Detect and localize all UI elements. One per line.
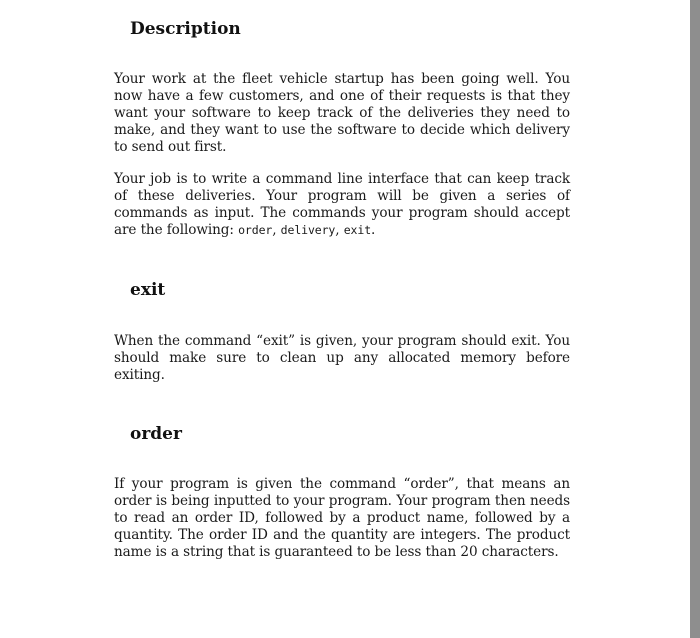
command-exit-code: exit xyxy=(343,223,372,237)
separator-text: , xyxy=(272,222,281,238)
paragraph-tail: . xyxy=(371,222,376,238)
section-heading-order: order xyxy=(130,424,182,444)
paragraph-text: Your job is to write a command line interface that can keep track of these deliveries. Your program will be given a series of commands as input. The commands your program should accept are the following: xyxy=(114,171,570,238)
order-paragraph: If your program is given the command “order”, that means an order is being inputted to your program. Your program then needs to read an order ID, followed by a product name, followed by a quantity. The order ID and the quantity are integers. The product name is a string that is guaranteed to be less than 20 characters. xyxy=(114,476,570,560)
section-heading-exit: exit xyxy=(130,280,166,300)
command-order-code: order xyxy=(238,223,273,237)
separator-text: , xyxy=(335,222,344,238)
exit-paragraph: When the command “exit” is given, your program should exit. You should make sure to clean up any allocated memory before exiting. xyxy=(114,333,570,383)
scrollbar[interactable] xyxy=(690,0,700,638)
description-paragraph-1: Your work at the fleet vehicle startup has been going well. You now have a few customers, and one of their requests is that they want your software to keep track of the deliveries they need to make, and they want to use the software to decide which delivery to send out first. xyxy=(114,71,570,155)
description-paragraph-2 xyxy=(114,171,570,239)
command-delivery-code: delivery xyxy=(280,223,336,237)
section-heading-description: Description xyxy=(130,19,241,39)
